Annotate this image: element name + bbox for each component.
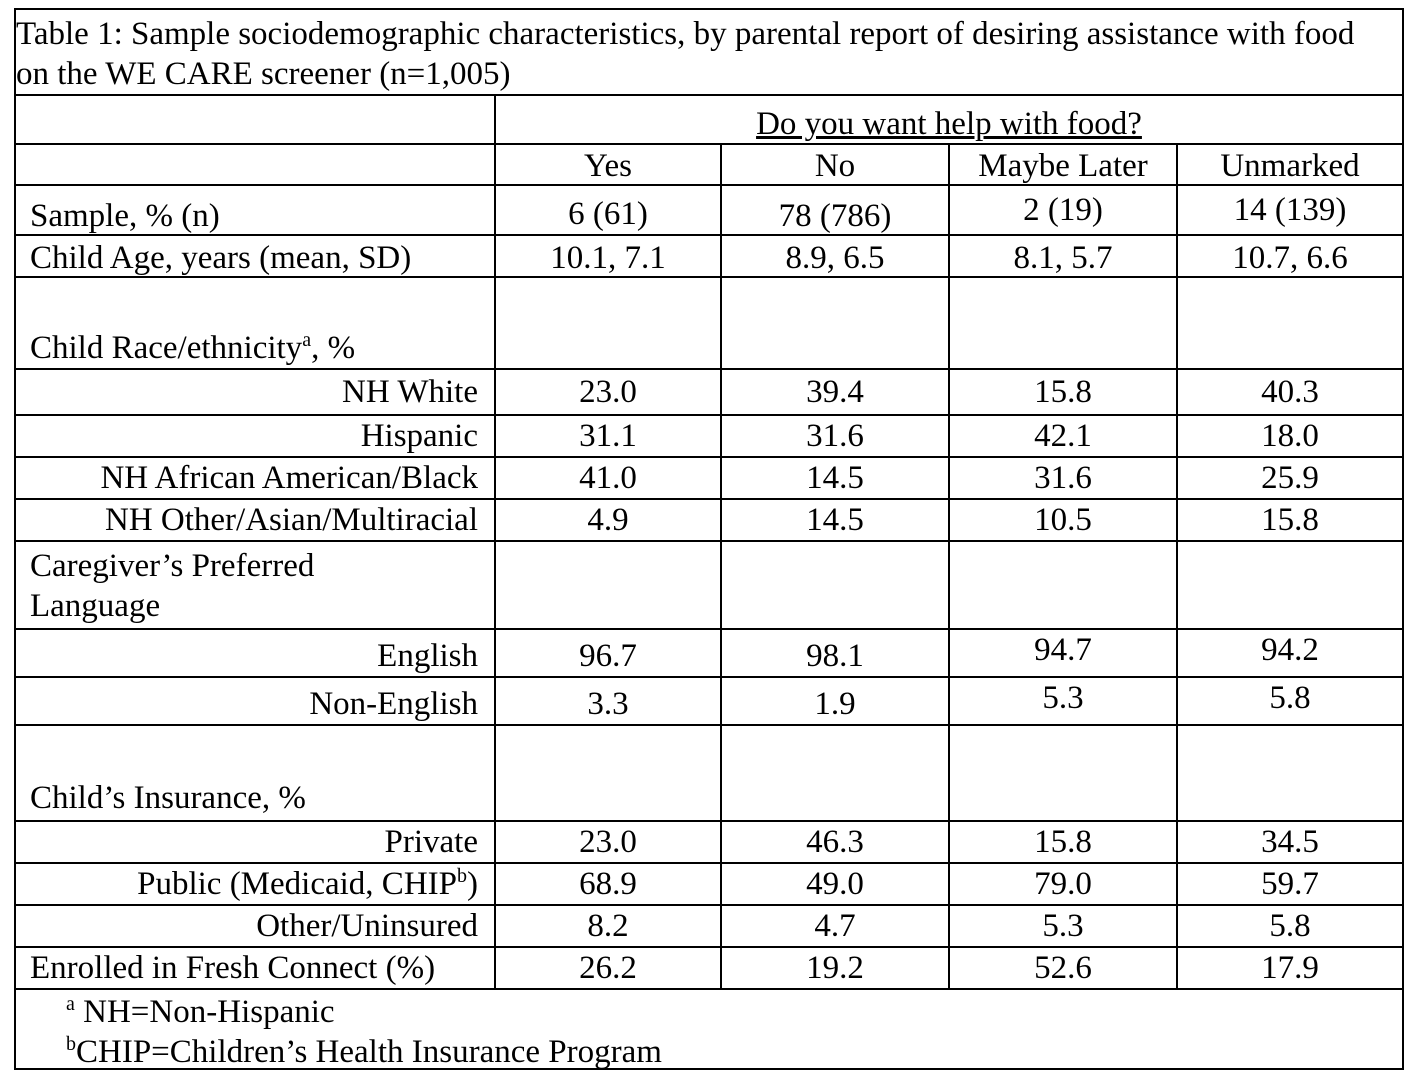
cell-nh-white-maybe-later: 15.8: [1034, 374, 1092, 410]
cell-private-unmarked: 34.5: [1261, 824, 1319, 860]
row-label-hispanic: Hispanic: [360, 418, 478, 454]
cell-private-yes: 23.0: [579, 824, 637, 860]
cell-fresh-connect-maybe-later: 52.6: [1034, 950, 1092, 986]
cell-private-no: 46.3: [806, 824, 864, 860]
cell-nh-white-no: 39.4: [806, 374, 864, 410]
section-label-child-race: Child Race/ethnicity$^a$, %: [30, 329, 356, 366]
column-header-yes: Yes: [583, 148, 633, 184]
cell-fresh-connect-no: 19.2: [806, 950, 864, 986]
cell-non-english-unmarked: 5.8: [1269, 680, 1311, 716]
cell-non-english-no: 1.9: [814, 686, 856, 722]
rule-above-footnotes: [14, 988, 1404, 990]
row-label-nh-white: NH White: [342, 374, 478, 410]
cell-uninsured-yes: 8.2: [587, 908, 629, 944]
row-label-fresh-connect: Enrolled in Fresh Connect (%): [30, 950, 436, 986]
cell-hispanic-unmarked: 18.0: [1261, 418, 1319, 454]
cell-english-yes: 96.7: [579, 638, 637, 674]
cell-english-maybe-later: 94.7: [1034, 632, 1092, 668]
row-rule: [14, 234, 1404, 236]
footnote-a: $^a$ NH=Non-Hispanic: [66, 993, 335, 1030]
rule-below-title: [14, 94, 1404, 96]
section-label-language-line2: Language: [30, 588, 161, 624]
cell-fresh-connect-unmarked: 17.9: [1261, 950, 1319, 986]
cell-hispanic-yes: 31.1: [579, 418, 637, 454]
cell-private-maybe-later: 15.8: [1034, 824, 1092, 860]
cell-nh-other-no: 14.5: [806, 502, 864, 538]
row-label-non-english: Non-English: [309, 686, 478, 722]
cell-uninsured-unmarked: 5.8: [1269, 908, 1311, 944]
cell-nh-other-maybe-later: 10.5: [1034, 502, 1092, 538]
cell-nh-black-yes: 41.0: [579, 460, 637, 496]
row-rule: [14, 368, 1404, 370]
row-label-private: Private: [384, 824, 478, 860]
cell-sample-yes: 6 (61): [568, 196, 648, 232]
cell-fresh-connect-yes: 26.2: [579, 950, 637, 986]
cell-nh-white-unmarked: 40.3: [1261, 374, 1319, 410]
row-rule: [14, 724, 1404, 726]
row-label-child-age: Child Age, years (mean, SD): [30, 240, 412, 276]
cell-public-maybe-later: 79.0: [1034, 866, 1092, 902]
cell-english-no: 98.1: [806, 638, 864, 674]
column-header-unmarked: Unmarked: [1220, 148, 1360, 184]
section-label-child-insurance: Child’s Insurance, %: [30, 780, 306, 816]
cell-age-unmarked: 10.7, 6.6: [1232, 240, 1348, 276]
column-group-header: Do you want help with food?: [756, 106, 1142, 142]
section-label-language-line1: Caregiver’s Preferred: [30, 548, 315, 584]
cell-age-no: 8.9, 6.5: [785, 240, 885, 276]
row-label-nh-other: NH Other/Asian/Multiracial: [105, 502, 478, 538]
row-label-nh-african-american: NH African American/Black: [100, 460, 478, 496]
cell-hispanic-no: 31.6: [806, 418, 864, 454]
cell-sample-unmarked: 14 (139): [1233, 192, 1347, 228]
row-label-other-uninsured: Other/Uninsured: [256, 908, 478, 944]
cell-hispanic-maybe-later: 42.1: [1034, 418, 1092, 454]
cell-uninsured-no: 4.7: [814, 908, 856, 944]
cell-sample-no: 78 (786): [778, 198, 892, 234]
footnote-b: $^b$CHIP=Children’s Health Insurance Program: [66, 1033, 662, 1070]
cell-nh-other-yes: 4.9: [587, 502, 629, 538]
cell-english-unmarked: 94.2: [1261, 632, 1319, 668]
column-header-maybe-later: Maybe Later: [978, 148, 1148, 184]
cell-public-no: 49.0: [806, 866, 864, 902]
row-label-public: Public (Medicaid, CHIP$^b$): [137, 865, 478, 902]
cell-age-yes: 10.1, 7.1: [550, 240, 666, 276]
cell-sample-maybe-later: 2 (19): [1023, 192, 1103, 228]
row-rule: [14, 540, 1404, 542]
cell-public-unmarked: 59.7: [1261, 866, 1319, 902]
cell-nh-other-unmarked: 15.8: [1261, 502, 1319, 538]
cell-uninsured-maybe-later: 5.3: [1042, 908, 1084, 944]
cell-nh-white-yes: 23.0: [579, 374, 637, 410]
cell-non-english-yes: 3.3: [587, 686, 629, 722]
row-label-sample: Sample, % (n): [30, 198, 220, 234]
row-label-english: English: [377, 638, 478, 674]
cell-age-maybe-later: 8.1, 5.7: [1013, 240, 1113, 276]
cell-public-yes: 68.9: [579, 866, 637, 902]
cell-non-english-maybe-later: 5.3: [1042, 680, 1084, 716]
cell-nh-black-maybe-later: 31.6: [1034, 460, 1092, 496]
column-header-no: No: [814, 148, 856, 184]
table-title: Table 1: Sample sociodemographic characteristics, by parental report of desiring assistance with food on the WE CARE screener (n=1,005): [16, 16, 1355, 92]
cell-nh-black-no: 14.5: [806, 460, 864, 496]
cell-nh-black-unmarked: 25.9: [1261, 460, 1319, 496]
